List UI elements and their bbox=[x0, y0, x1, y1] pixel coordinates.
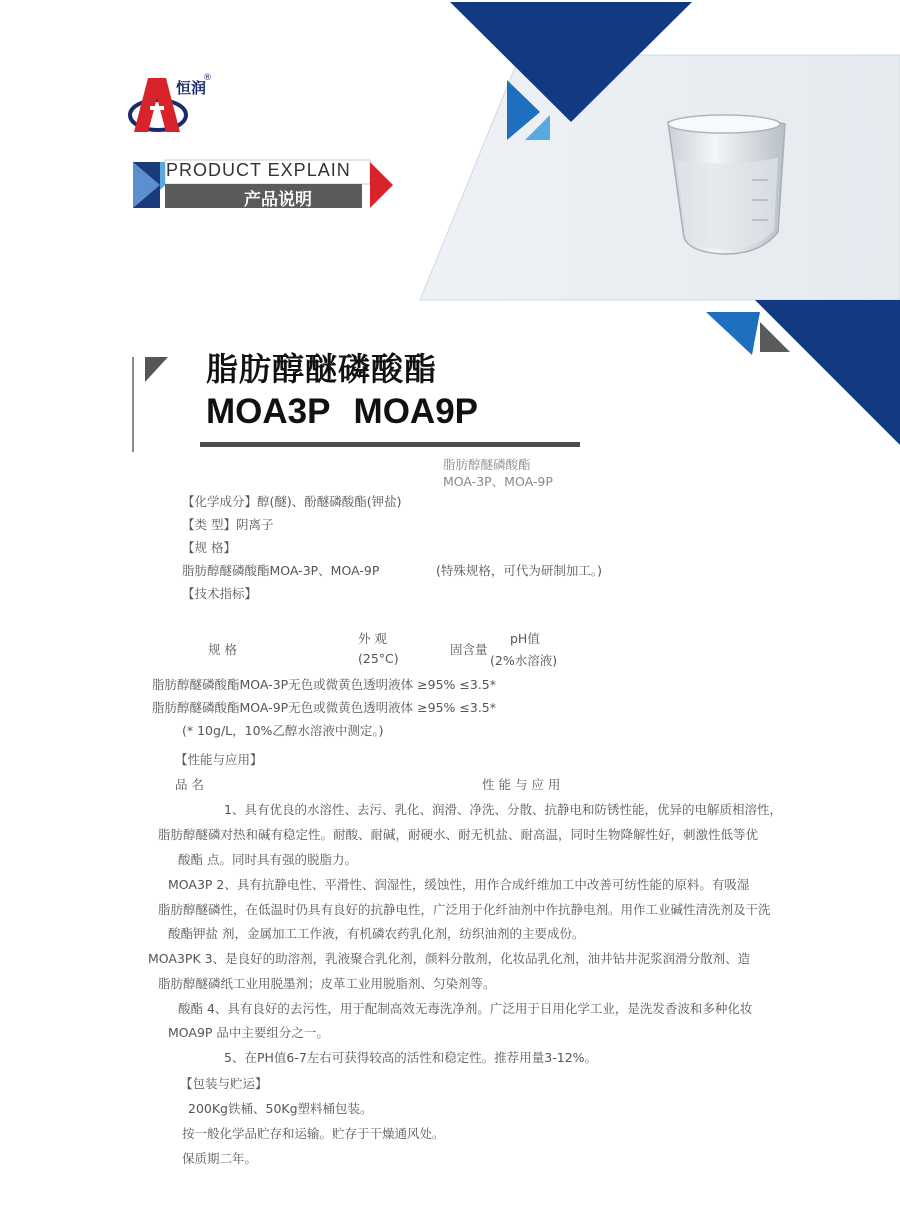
table-col-ph-note: (2%水溶液) bbox=[490, 653, 558, 668]
light-panel bbox=[420, 55, 900, 300]
table-col-appearance-temp: (25°C) bbox=[358, 651, 399, 666]
perf-col-app: 性 能 与 应 用 bbox=[482, 777, 561, 792]
table-footnote: (* 10g/L，10%乙醇水溶液中测定。) bbox=[182, 723, 384, 738]
composition: 【化学成分】醇(醚)、酚醚磷酸酯(钾盐) bbox=[182, 494, 402, 509]
spec-line: 脂肪醇醚磷酸酯MOA-3P、MOA-9P bbox=[182, 563, 380, 578]
spec-note: (特殊规格，可代为研制加工。) bbox=[436, 563, 603, 578]
perf-line: 1、具有优良的水溶性、去污、乳化、润滑、净洗、分散、抗静电和防锈性能，优异的电解质相溶性， bbox=[224, 802, 782, 817]
pack-line: 保质期二年。 bbox=[182, 1151, 258, 1166]
pack-line: 200Kg铁桶、50Kg塑料桶包装。 bbox=[188, 1101, 373, 1116]
table-col-appearance: 外 观 bbox=[358, 631, 387, 646]
tech-header: 【技术指标】 bbox=[182, 586, 258, 601]
perf-line: 脂肪醇醚磷纸工业用脱墨剂；皮革工业用脱脂剂、匀染剂等。 bbox=[158, 976, 496, 991]
ion-type: 【类 型】阴离子 bbox=[182, 517, 274, 532]
table-col-solid: 固含量 bbox=[450, 642, 488, 657]
right-blue-triangle bbox=[706, 312, 760, 355]
beaker-image bbox=[668, 115, 785, 254]
subtitle-line1: 脂肪醇醚磷酸酯 bbox=[443, 457, 531, 472]
perf-line: 酸酯 点。同时具有强的脱脂力。 bbox=[178, 852, 357, 867]
perf-line: 脂肪醇醚磷对热和碱有稳定性。耐酸、耐碱，耐硬水、耐无机盐、耐高温，同时生物降解性好，刺激性低等优 bbox=[158, 827, 759, 842]
spec-header: 【规 格】 bbox=[182, 540, 236, 555]
banner-english: PRODUCT EXPLAIN bbox=[166, 160, 351, 180]
table-col-spec: 规 格 bbox=[208, 642, 237, 657]
perf-line: 脂肪醇醚磷性，在低温时仍具有良好的抗静电性，广泛用于化纤油剂中作抗静电剂。用作工业碱性清洗剂及干洗 bbox=[158, 902, 771, 917]
right-navy-triangle bbox=[755, 300, 900, 445]
perf-line: MOA3P 2、具有抗静电性、平滑性、润湿性，缓蚀性，用作合成纤维加工中改善可纺性能的原料。有吸湿 bbox=[168, 877, 750, 892]
subtitle-line2: MOA-3P、MOA-9P bbox=[443, 474, 553, 489]
logo-brand: 恒润 bbox=[176, 79, 207, 97]
title-triangle bbox=[145, 357, 168, 382]
perf-line: 5、在PH值6-7左右可获得较高的活性和稳定性。推荐用量3-12%。 bbox=[224, 1050, 598, 1065]
perf-line: MOA3PK 3、是良好的助溶剂，乳液聚合乳化剂，颜料分散剂，化妆品乳化剂，油井钻井泥浆润滑分散剂、造 bbox=[148, 951, 751, 966]
title-underline bbox=[200, 442, 580, 447]
product-title-english: MOA3P MOA9P bbox=[206, 392, 479, 431]
table-row: 脂肪醇醚磷酸酯MOA-3P无色或微黄色透明液体 ≥95% ≤3.5* bbox=[152, 677, 496, 692]
pack-header: 【包装与贮运】 bbox=[180, 1076, 268, 1091]
perf-line: MOA9P 品中主要组分之一。 bbox=[168, 1025, 329, 1040]
banner-chinese: 产品说明 bbox=[244, 190, 312, 210]
pack-line: 按一般化学品贮存和运输。贮存于干燥通风处。 bbox=[182, 1126, 445, 1141]
table-row: 脂肪醇醚磷酸酯MOA-9P无色或微黄色透明液体 ≥95% ≤3.5* bbox=[152, 700, 496, 715]
perf-col-name: 品 名 bbox=[175, 777, 204, 792]
perf-header: 【性能与应用】 bbox=[175, 752, 263, 767]
table-col-ph: pH值 bbox=[510, 631, 540, 646]
perf-line: 酸酯 4、具有良好的去污性，用于配制高效无毒洗净剂。广泛用于日用化学工业，是洗发香波和多种化妆 bbox=[178, 1001, 753, 1016]
perf-line: 酸酯钾盐 剂，金属加工工作液，有机磷农药乳化剂，纺织油剂的主要成份。 bbox=[168, 926, 585, 941]
product-title-chinese: 脂肪醇醚磷酸酯 bbox=[206, 350, 438, 388]
logo-registered: ® bbox=[203, 73, 212, 83]
